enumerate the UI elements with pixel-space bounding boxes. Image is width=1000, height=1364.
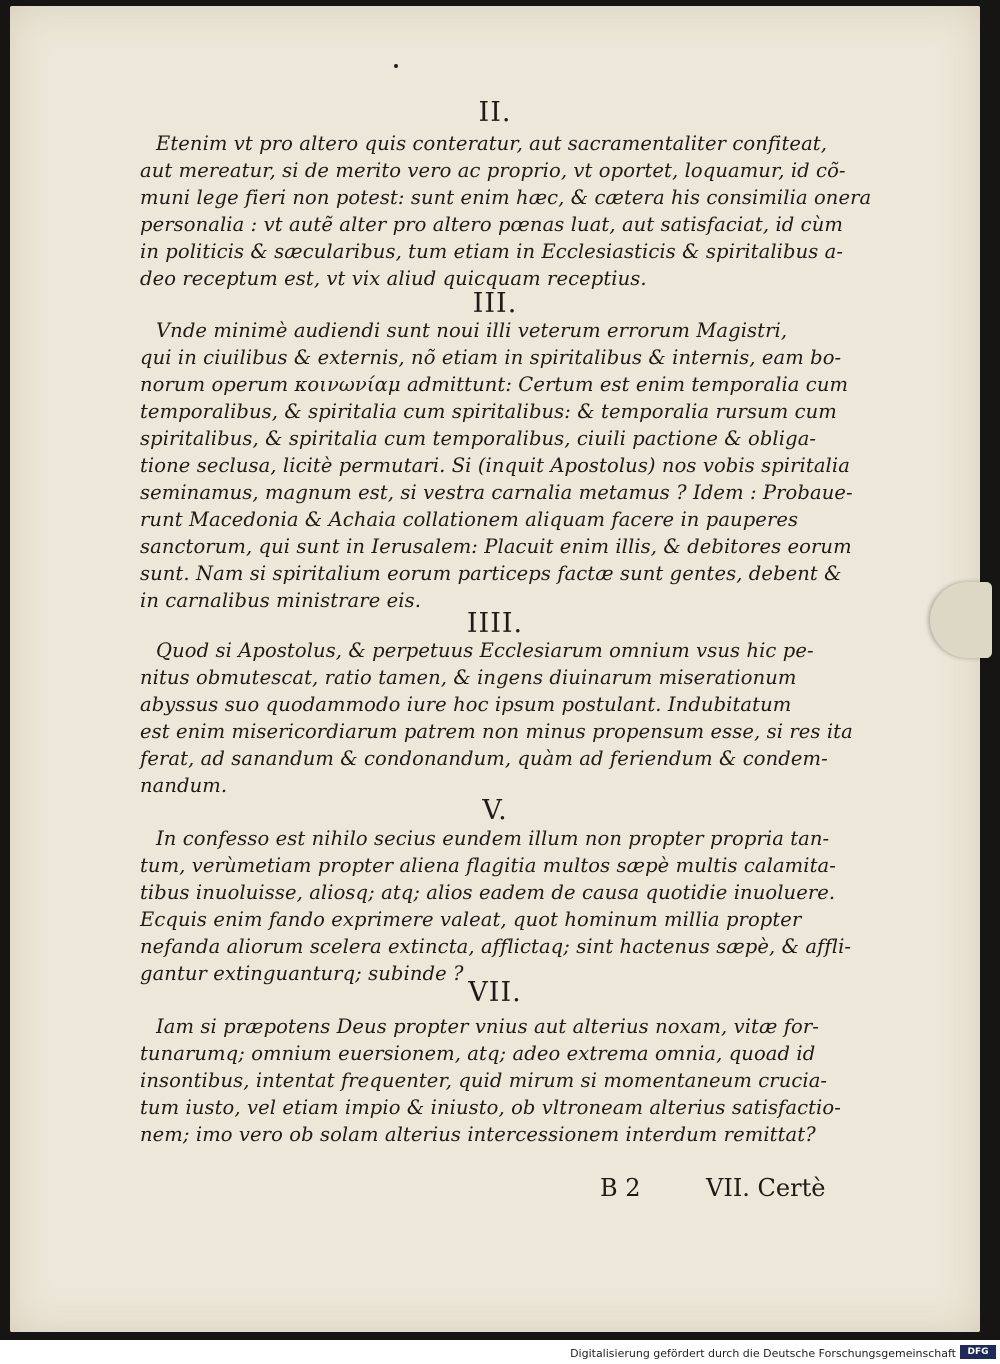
text-line: Vnde minimè audiendi sunt noui illi veterum errorum Magistri, <box>156 319 788 342</box>
book-page <box>10 6 980 1332</box>
text-line: tum iusto, vel etiam impio & iniusto, ob vltroneam alterius satisfactio- <box>140 1096 841 1119</box>
text-line: seminamus, magnum est, si vestra carnalia metamus ? Idem : Probaue- <box>140 481 853 504</box>
section-heading-iii: III. <box>472 288 518 319</box>
text-line: norum operum κοινωνίαμ admittunt: Certum est enim temporalia cum <box>140 373 849 396</box>
text-line: gantur extinguanturq; subinde ? <box>140 962 464 985</box>
text-line: Iam si præpotens Deus propter vnius aut alterius noxam, vitæ for- <box>156 1015 819 1038</box>
text-line: in carnalibus ministrare eis. <box>140 589 422 612</box>
text-line: temporalibus, & spiritalia cum spiritalibus: & temporalia rursum cum <box>140 400 837 423</box>
text-line: spiritalibus, & spiritalia cum temporalibus, ciuili pactione & obliga- <box>140 427 817 450</box>
section-heading-iiii: IIII. <box>466 608 524 639</box>
text-line: insontibus, intentat frequenter, quid mirum si momentaneum crucia- <box>140 1069 828 1092</box>
text-line: abyssus suo quodammodo iure hoc ipsum postulant. Indubitatum <box>140 693 792 716</box>
text-line: Quod si Apostolus, & perpetuus Ecclesiarum omnium vsus hic pe- <box>156 639 814 662</box>
signature-mark: B 2 <box>600 1174 641 1202</box>
text-line: nitus obmutescat, ratio tamen, & ingens diuinarum miserationum <box>140 666 797 689</box>
text-line: sanctorum, qui sunt in Ierusalem: Placuit enim illis, & debitores eorum <box>140 535 852 558</box>
text-line: aut mereatur, si de merito vero ac proprio, vt oportet, loquamur, id cõ- <box>140 159 846 182</box>
text-line: nefanda aliorum scelera extincta, afflictaq; sint hactenus sæpè, & affli- <box>140 935 852 958</box>
text-line: Etenim vt pro altero quis conteratur, aut sacramentaliter confiteat, <box>156 132 828 155</box>
dfg-logo: DFG <box>960 1345 996 1359</box>
text-line: tione seclusa, licitè permutari. Si (inquit Apostolus) nos vobis spiritalia <box>140 454 850 477</box>
text-line: ferat, ad sanandum & condonandum, quàm ad feriendum & condem- <box>140 747 828 770</box>
footer-credit: Digitalisierung gefördert durch die Deutsche Forschungsgemeinschaft <box>570 1347 956 1360</box>
text-line: tibus inuoluisse, aliosq; atq; alios eadem de causa quotidie inuoluere. <box>140 881 836 904</box>
text-line: tunarumq; omnium euersionem, atq; adeo extrema omnia, quoad id <box>140 1042 816 1065</box>
section-heading-v: V. <box>482 795 508 826</box>
text-line: muni lege fieri non potest: sunt enim hæc, & cætera his consimilia onera <box>140 186 872 209</box>
text-line: sunt. Nam si spiritalium eorum particeps factæ sunt gentes, debent & <box>140 562 842 585</box>
section-heading-ii: II. <box>478 97 512 128</box>
text-line: In confesso est nihilo secius eundem illum non propter propria tan- <box>156 827 830 850</box>
text-line: Ecquis enim fando exprimere valeat, quot hominum millia propter <box>140 908 802 931</box>
text-line: est enim misericordiarum patrem non minus propensum esse, si res ita <box>140 720 853 743</box>
text-line: tum, verùmetiam propter aliena flagitia multos sæpè multis calamita- <box>140 854 836 877</box>
page-text <box>10 6 980 1332</box>
text-line: nem; imo vero ob solam alterius intercessionem interdum remittat? <box>140 1123 816 1146</box>
text-line: runt Macedonia & Achaia collationem aliquam facere in pauperes <box>140 508 799 531</box>
text-line: qui in ciuilibus & externis, nõ etiam in spiritalibus & internis, eam bo- <box>140 346 842 369</box>
section-heading-vii: VII. <box>468 977 522 1008</box>
text-line: nandum. <box>140 774 228 797</box>
text-line: in politicis & sæcularibus, tum etiam in Ecclesiasticis & spiritalibus a- <box>140 240 844 263</box>
catchword: VII. Certè <box>706 1174 826 1202</box>
text-line: personalia : vt autẽ alter pro altero pœnas luat, aut satisfaciat, id cùm <box>140 213 843 236</box>
text-line: deo receptum est, vt vix aliud quicquam receptius. <box>140 267 647 290</box>
